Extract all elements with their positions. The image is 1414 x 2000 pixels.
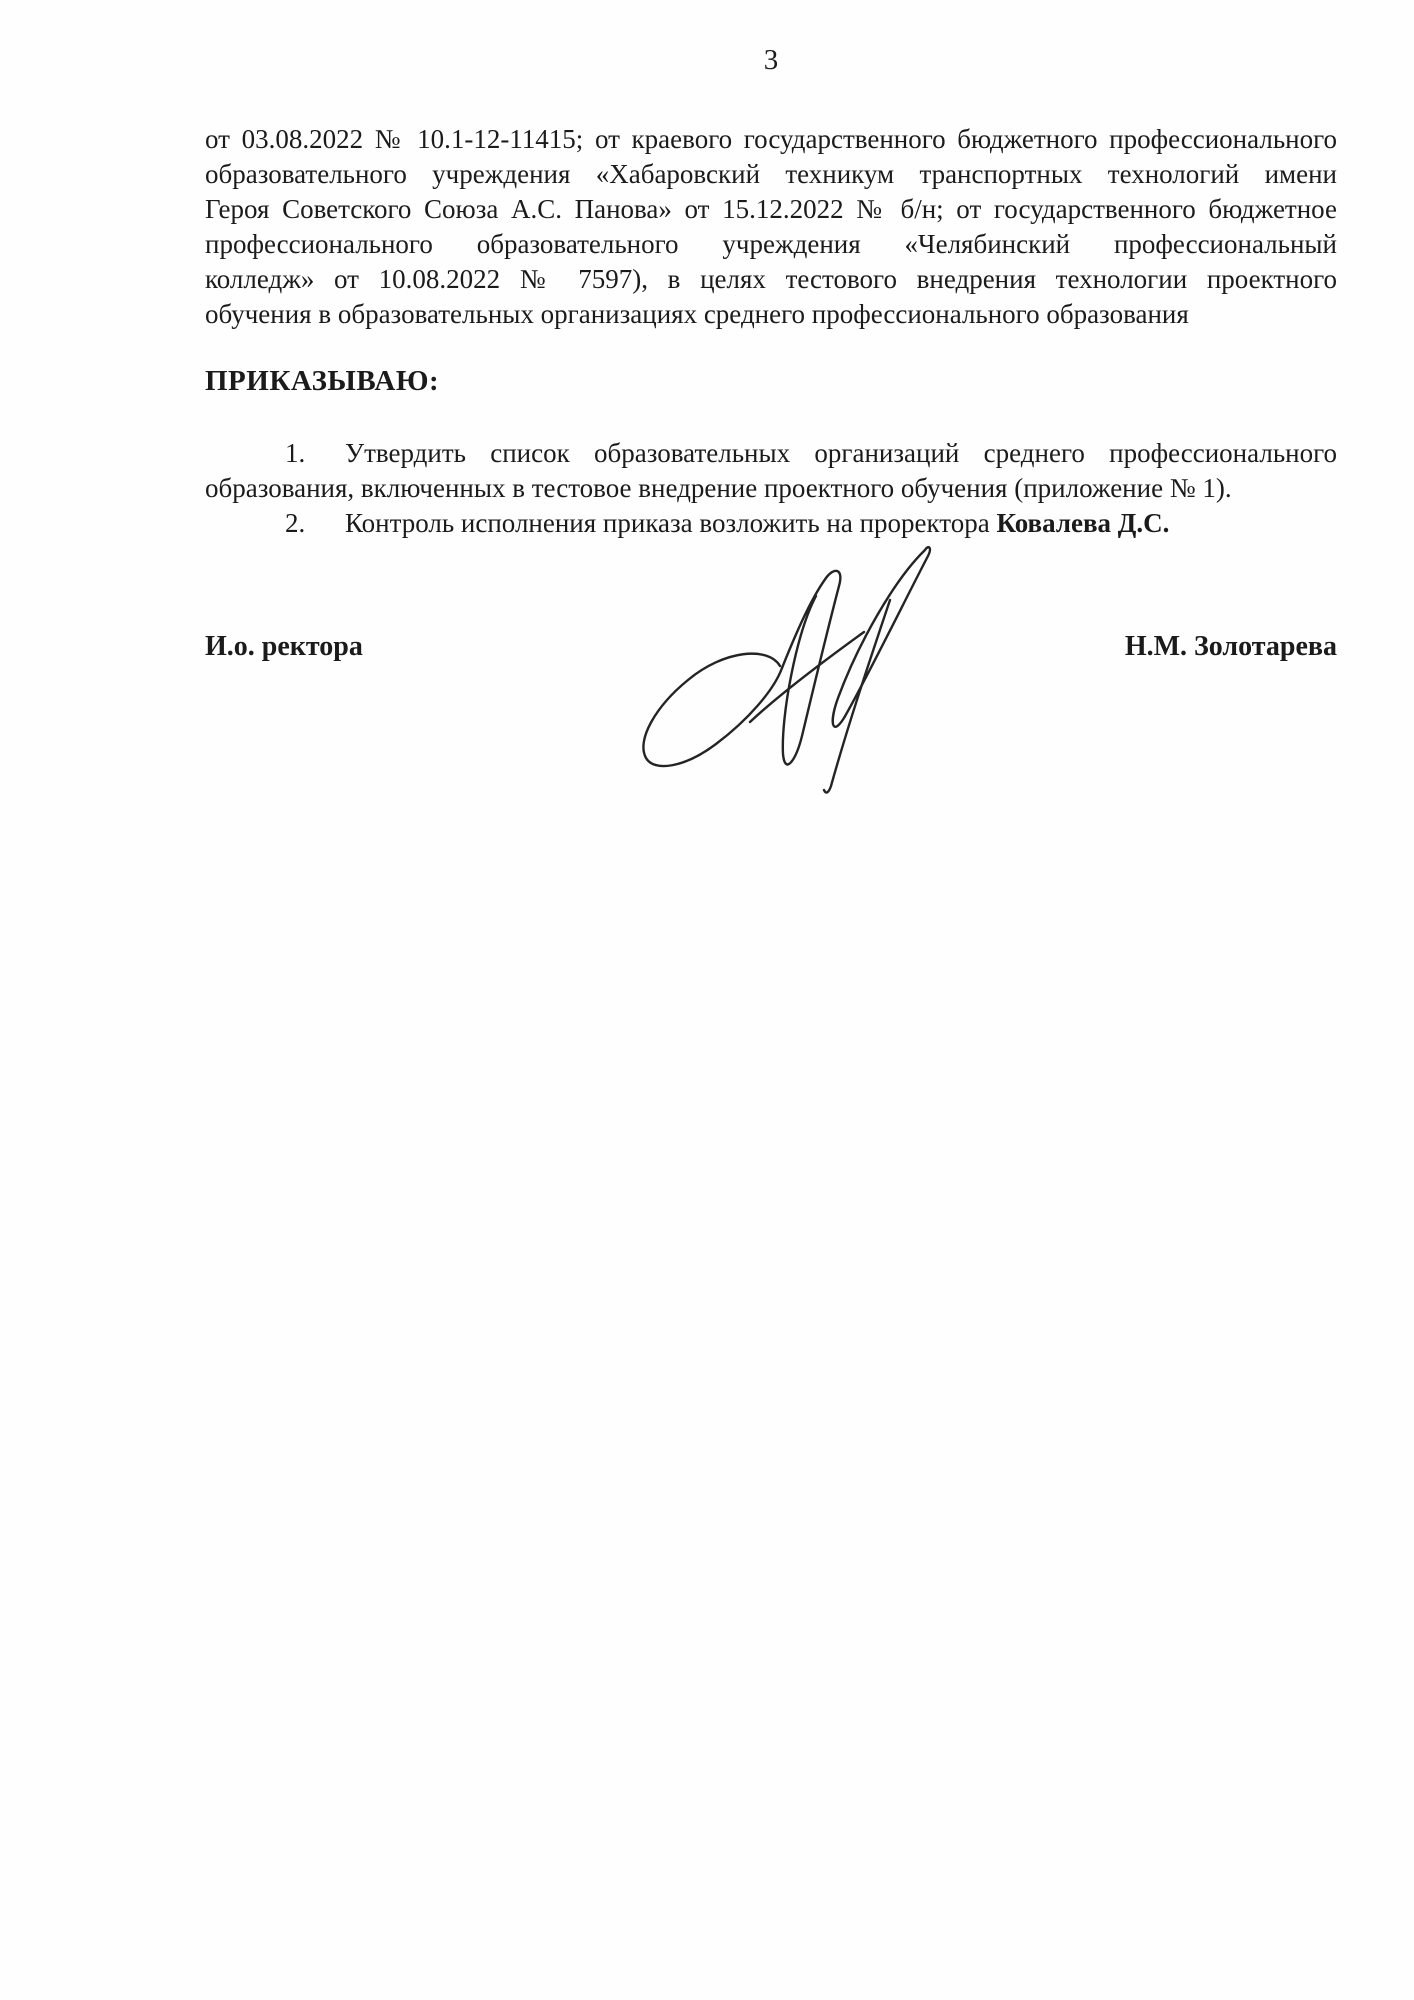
intro-paragraph [205,122,1337,332]
list-item-1-line-2: образования, включенных в тестовое внедрение проектного обучения (приложение № 1). [205,473,1232,503]
signer-role-label: И.о. ректора [205,631,363,662]
paragraph-line: обучения в образовательных организациях среднего профессионального образования [205,299,1189,329]
list-item-2-text: Контроль исполнения приказа возложить на проректора [345,508,990,538]
page-number: 3 [763,44,779,76]
order-heading: ПРИКАЗЫВАЮ: [205,365,440,397]
list-item-1-line-1 [205,436,1337,471]
list-item-1-text: Утвердить список образовательных организаций среднего профессионального [345,438,1337,468]
signer-name-label: Н.М. Золотарева [1124,631,1337,662]
list-item-2 [205,506,1337,541]
list-item-2-number: 2. [285,508,306,538]
list-item-2-bold-name: Ковалева Д.С. [996,508,1170,538]
handwritten-signature-icon [632,538,938,798]
list-item-1-number: 1. [285,438,306,468]
order-list [205,436,1337,541]
paragraph-line: образовательного учреждения «Хабаровский техникум транспортных технологий имени [205,159,1337,189]
paragraph-line: профессионального образовательного учреждения «Челябинский профессиональный [205,229,1337,259]
paragraph-line: от 03.08.2022 № 10.1-12-11415; от краевого государственного бюджетного профессионального [205,124,1337,154]
paragraph-line: колледж» от 10.08.2022 № 7597), в целях тестового внедрения технологии проектного [205,264,1337,294]
paragraph-line: Героя Советского Союза А.С. Панова» от 15.12.2022 № б/н; от государственного бюджетное [205,194,1337,224]
